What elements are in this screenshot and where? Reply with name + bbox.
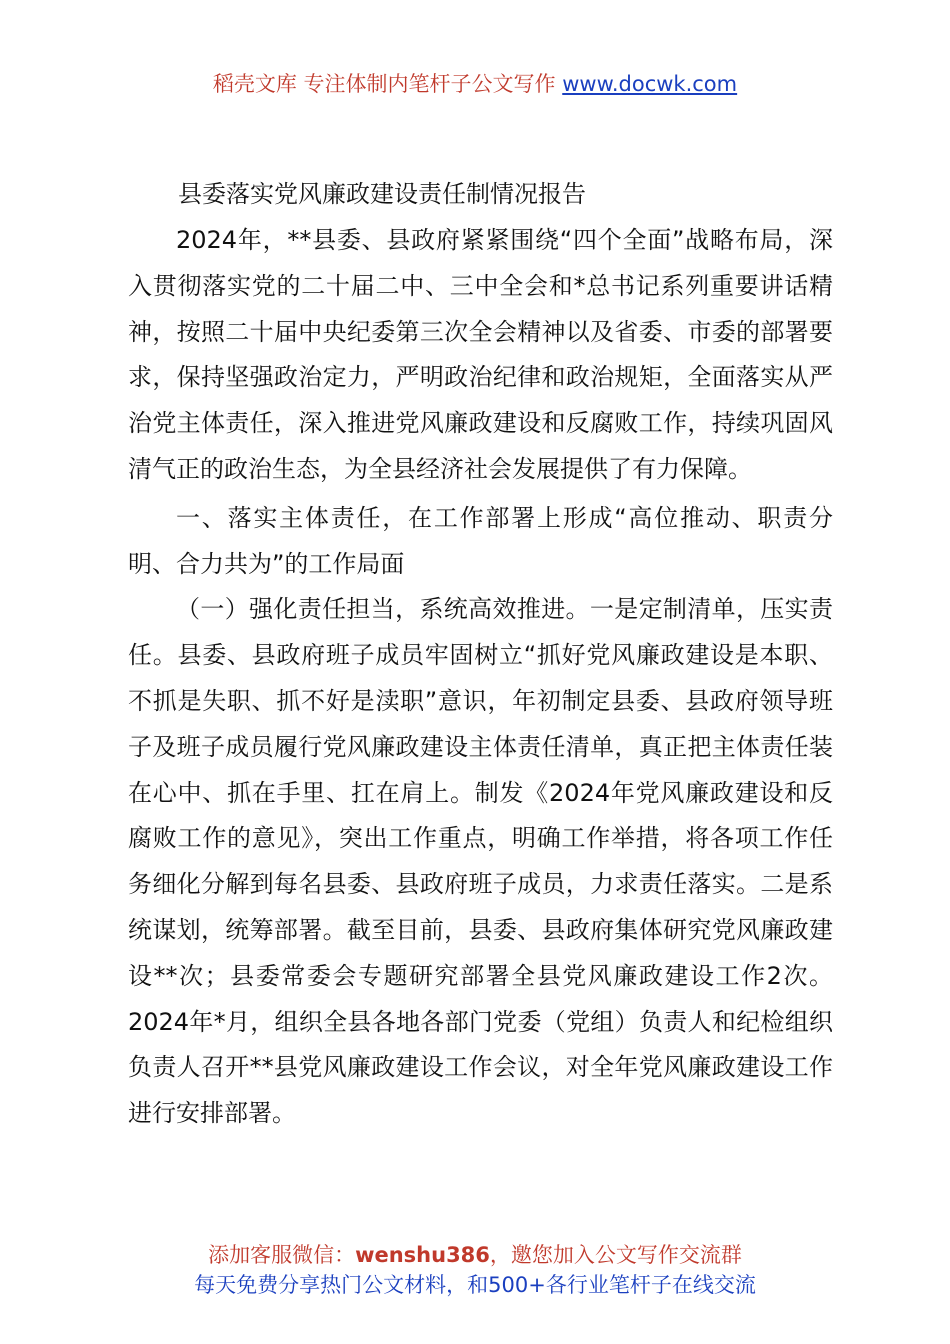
document-body — [128, 218, 833, 1137]
footer-prefix: 添加客服微信： — [208, 1243, 356, 1267]
document-title: 县委落实党风廉政建设责任制情况报告 — [178, 180, 586, 208]
page-footer — [0, 1240, 950, 1300]
footer-suffix: ，邀您加入公文写作交流群 — [489, 1243, 742, 1267]
footer-line-2: 每天免费分享热门公文材料，和500+各行业笔杆子在线交流 — [194, 1273, 756, 1297]
paragraph-intro: 2024年，**县委、县政府紧紧围绕“四个全面”战略布局，深入贯彻落实党的二十届二中、三中全会和*总书记系列重要讲话精神，按照二十届中央纪委第三次全会精神以及省委、市委的部署要求，保持坚强政治定力，严明政治纪律和政治规矩，全面落实从严治党主体责任，深入推进党风廉政建设和反腐败工作，持续巩固风清气正的政治生态，为全县经济社会发展提供了有力保障。 — [128, 226, 833, 483]
page-header — [0, 68, 950, 98]
footer-wechat-id: wenshu386 — [355, 1243, 490, 1267]
header-brand: 稻壳文库 专注体制内笔杆子公文写作 — [212, 72, 556, 96]
header-site-link[interactable]: www.docwk.com — [562, 72, 738, 96]
paragraph-section-1-1: （一）强化责任担当，系统高效推进。一是定制清单，压实责任。县委、县政府班子成员牢固树立“抓好党风廉政建设是本职、不抓是失职、抓不好是渎职”意识，年初制定县委、县政府领导班子及班子成员履行党风廉政建设主体责任清单，真正把主体责任装在心中、抓在手里、扛在肩上。制发《2024年党风廉政建设和反腐败工作的意见》，突出工作重点，明确工作举措，将各项工作任务细化分解到每名县委、县政府班子成员，力求责任落实。二是系统谋划，统筹部署。截至目前，县委、县政府集体研究党风廉政建设**次；县委常委会专题研究部署全县党风廉政建设工作2次。2024年*月，组织全县各地各部门党委（党组）负责人和纪检组织负责人召开**县党风廉政建设工作会议，对全年党风廉政建设工作进行安排部署。 — [128, 595, 833, 1128]
section-heading-1: 一、落实主体责任，在工作部署上形成“高位推动、职责分明、合力共为”的工作局面 — [128, 503, 833, 578]
footer-line-1 — [0, 1240, 950, 1270]
